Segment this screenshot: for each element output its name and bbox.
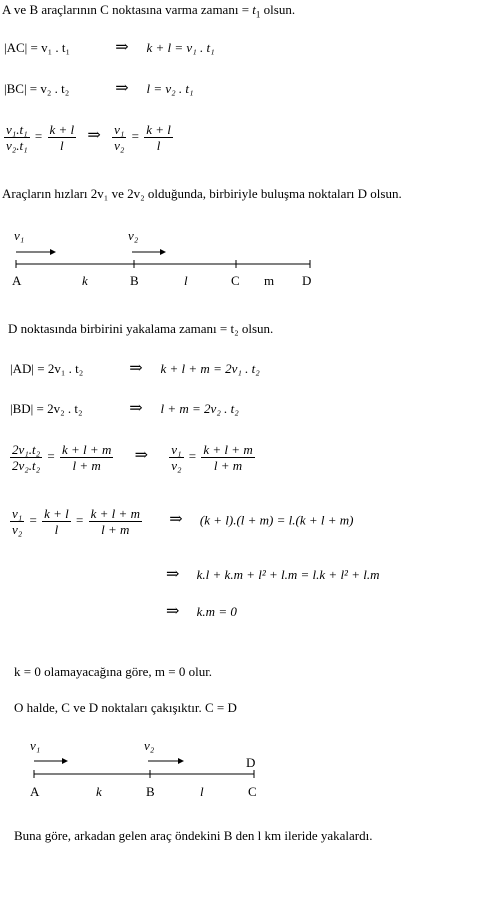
equation-ad-rhs: k + l + m = 2v₁ . t₂ xyxy=(160,361,260,376)
point-c: C xyxy=(248,784,257,799)
final-answer: Buna göre, arkadan gelen araç öndekini B den l km ileride yakalardı. xyxy=(14,828,373,843)
point-d: D xyxy=(302,273,312,288)
v2-label: v₂ xyxy=(128,228,139,243)
v1-label: v₁ xyxy=(14,228,25,243)
implies-arrow: ⇒ xyxy=(115,39,129,56)
implies-arrow: ⇒ xyxy=(166,566,180,583)
equation-expanded xyxy=(166,567,379,583)
implies-arrow: ⇒ xyxy=(129,400,143,417)
equation-ratio-1: $\frac{\text{v₁.t₁}}{\text{v₂.t₁}}$ = $\frac{k + l}{l}$ ⇒ $\frac{\text{v₁}}{\text{v₂}}$ = $\frac{k + l}{l}$ xyxy=(6,122,171,153)
equation-result-rhs: k.m = 0 xyxy=(196,604,237,619)
equation-expanded-rhs: k.l + k.m + l² + l.m = l.k + l² + l.m xyxy=(196,567,380,582)
equation-bc-lhs: |BC| = v₂ . t₂ xyxy=(4,81,70,96)
v1-label: v₁ xyxy=(30,738,41,753)
position-diagram-2 xyxy=(28,736,288,806)
equation-ad-lhs: |AD| = 2v₁ . t₂ xyxy=(10,361,84,376)
conclusion-m-zero: k = 0 olamayacağına göre, m = 0 olur. xyxy=(14,664,213,679)
implies-arrow: ⇒ xyxy=(166,603,180,620)
fraction: $\frac{k + l}{l}$ xyxy=(49,122,75,153)
v1-arrowhead xyxy=(62,758,68,764)
segment-l: l xyxy=(184,273,188,288)
segment-m: m xyxy=(264,273,275,288)
implies-arrow: ⇒ xyxy=(115,80,129,97)
fraction: $\frac{\text{v₁}}{\text{v₂}}$ xyxy=(12,506,23,537)
fraction: $\frac{k + l + m}{l + m}$ xyxy=(62,442,112,473)
implies-arrow: ⇒ xyxy=(87,127,101,145)
segment-k: k xyxy=(82,273,88,288)
position-diagram-1 xyxy=(10,222,330,292)
equation-ac xyxy=(4,40,215,56)
equation-ad xyxy=(10,361,260,377)
intro-text: A ve B araçlarının C noktasına varma zamanı = xyxy=(2,2,253,17)
fraction: $\frac{\text{2v₁.t₂}}{\text{2v₂.t₂}}$ xyxy=(12,442,41,473)
fraction: $\frac{\text{v₁}}{\text{v₂}}$ xyxy=(114,122,125,153)
equation-ac-lhs: |AC| = v₁ . t₁ xyxy=(4,40,71,55)
point-b: B xyxy=(146,784,155,799)
point-a: A xyxy=(30,784,40,799)
v2-arrowhead xyxy=(178,758,184,764)
fraction: $\frac{\text{v₁.t₁}}{\text{v₂.t₁}}$ xyxy=(6,122,28,153)
conclusion-c-equals-d: O halde, C ve D noktaları çakışıktır. C = D xyxy=(14,700,237,715)
point-a: A xyxy=(12,273,22,288)
meeting-time-statement: D noktasında birbirini yakalama zamanı = t₂ olsun. xyxy=(8,321,274,336)
equation-bd xyxy=(10,401,239,417)
equation-bd-rhs: l + m = 2v₂ . t₂ xyxy=(160,401,239,416)
intro-suffix: olsun. xyxy=(260,2,296,17)
t1-symbol: t xyxy=(252,2,256,17)
equation-bc-rhs: l = v₂ . t₁ xyxy=(146,81,194,96)
t1-subscript: 1 xyxy=(255,9,261,20)
speeds-statement: Araçların hızları 2v₁ ve 2v₂ olduğunda, birbiriyle buluşma noktaları D olsun. xyxy=(2,186,402,201)
intro-statement xyxy=(2,2,295,23)
v1-arrowhead xyxy=(50,249,56,255)
fraction: $\frac{k + l}{l}$ xyxy=(146,122,171,153)
equation-result xyxy=(166,604,237,620)
fraction: $\frac{\text{v₁}}{\text{v₂}}$ xyxy=(171,442,182,473)
equation-bd-lhs: |BD| = 2v₂ . t₂ xyxy=(10,401,83,416)
point-d: D xyxy=(246,755,256,770)
equation-bc xyxy=(4,81,194,97)
fraction: $\frac{k + l + m}{l + m}$ xyxy=(90,506,140,537)
equation-ratio-3-rhs: (k + l).(l + m) = l.(k + l + m) xyxy=(199,512,354,528)
equation-ratio-2: $\frac{\text{2v₁.t₂}}{\text{2v₂.t₂}}$ = $\frac{k + l + m}{l + m}$ ⇒ $\frac{\text{v₁}}{\text{v₂}}$ = $\frac{k + l + m}{l + m}$ xyxy=(12,442,253,473)
v2-arrowhead xyxy=(160,249,166,255)
implies-arrow: ⇒ xyxy=(134,447,148,465)
point-c: C xyxy=(231,273,240,288)
equation-ac-rhs: k + l = v₁ . t₁ xyxy=(146,40,215,55)
implies-arrow: ⇒ xyxy=(129,360,143,377)
fraction: $\frac{k + l + m}{l + m}$ xyxy=(203,442,253,473)
point-b: B xyxy=(130,273,139,288)
equation-ratio-3: $\frac{\text{v₁}}{\text{v₂}}$ = $\frac{k + l}{l}$ = $\frac{k + l + m}{l + m}$ ⇒ (k + l).(l + m) = l.(k + l + m) xyxy=(12,506,354,537)
segment-k: k xyxy=(96,784,102,799)
fraction: $\frac{k + l}{l}$ xyxy=(44,506,69,537)
segment-l: l xyxy=(200,784,204,799)
implies-arrow: ⇒ xyxy=(169,511,183,529)
v2-label: v₂ xyxy=(144,738,155,753)
